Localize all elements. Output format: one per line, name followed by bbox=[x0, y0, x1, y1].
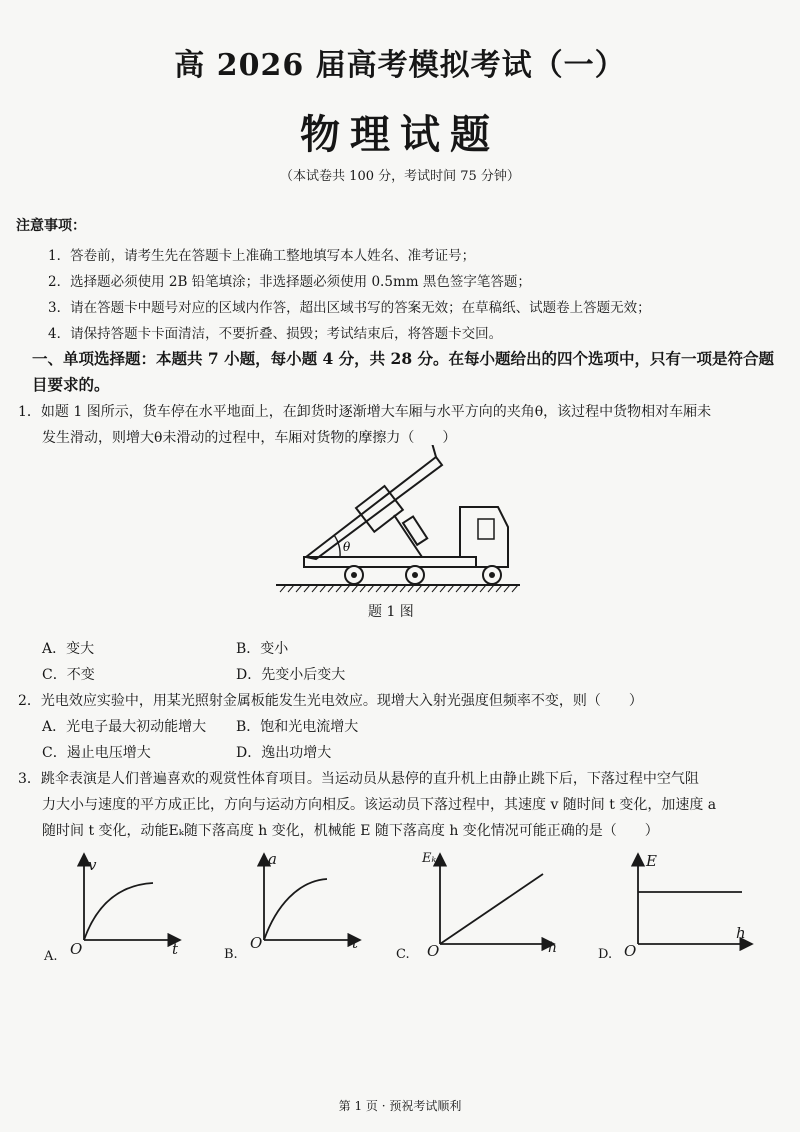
graph-a-y-label: v bbox=[88, 856, 97, 874]
graph-d-option: D. bbox=[598, 947, 613, 962]
note-item: 4．请保持答题卡卡面清洁，不要折叠、损毁；考试结束后，将答题卡交回。 bbox=[48, 326, 503, 342]
hydraulic-cylinder bbox=[403, 516, 427, 544]
notes-heading: 注意事项： bbox=[16, 218, 86, 234]
truck-window bbox=[478, 519, 494, 539]
graph-c-origin: O bbox=[427, 942, 440, 960]
q1-stem-line1: 1．如题 1 图所示，货车停在水平地面上，在卸货时逐渐增大车厢与水平方向的夹角θ，该过程中货物相对车厢未 bbox=[18, 404, 712, 420]
subject-title: 物理试题 bbox=[300, 111, 500, 158]
q2-option-c: C．遏止电压增大 bbox=[42, 745, 151, 761]
graph-c-line bbox=[440, 874, 543, 944]
graph-c-x-label: h bbox=[548, 940, 558, 956]
graph-a bbox=[84, 854, 180, 940]
graph-a-origin: O bbox=[70, 940, 83, 958]
q3-graph-options bbox=[30, 840, 790, 970]
ground-hatch bbox=[280, 585, 518, 592]
note-item: 1．答卷前，请考生先在答题卡上准确工整地填写本人姓名、准考证号； bbox=[48, 248, 476, 264]
truck-tailgate bbox=[432, 445, 436, 457]
graph-b-option: B. bbox=[224, 947, 238, 962]
angle-label: θ bbox=[343, 540, 351, 554]
graph-b-x-label: t bbox=[352, 934, 359, 952]
hydraulic-rod bbox=[394, 515, 422, 557]
q2-option-b: B．饱和光电流增大 bbox=[236, 719, 359, 735]
q1-figure-caption: 题 1 图 bbox=[368, 604, 414, 620]
graph-d-origin: O bbox=[624, 942, 637, 960]
q2-option-a: A．光电子最大初动能增大 bbox=[42, 719, 207, 735]
graph-c bbox=[440, 854, 554, 944]
graph-b-curve bbox=[264, 879, 327, 940]
q3-stem-line3: 随时间 t 变化，动能Eₖ随下落高度 h 变化，机械能 E 随下落高度 h 变化情况可能正确的是（ ） bbox=[42, 823, 659, 839]
graph-a-curve bbox=[84, 883, 153, 940]
q2-stem: 2．光电效应实验中，用某光照射金属板能发生光电效应。现增大入射光强度但频率不变，则（ ） bbox=[18, 693, 643, 709]
q1-option-a: A．变大 bbox=[42, 641, 95, 657]
q3-stem-line2: 力大小与速度的平方成正比，方向与运动方向相反。该运动员下落过程中，其速度 v 随时间 t 变化，加速度 a bbox=[42, 797, 717, 813]
graph-a-x-label: t bbox=[172, 940, 179, 958]
graph-b-y-label: a bbox=[268, 850, 277, 868]
graph-a-option: A. bbox=[44, 949, 58, 964]
truck-chassis bbox=[304, 557, 476, 567]
graph-b-origin: O bbox=[250, 934, 263, 952]
q2-option-d: D．逸出功增大 bbox=[236, 745, 332, 761]
note-item: 3．请在答题卡中题号对应的区域内作答，超出区域书写的答案无效；在草稿纸、试题卷上答题无效； bbox=[48, 300, 651, 316]
q1-option-d: D．先变小后变大 bbox=[236, 667, 346, 683]
q1-option-c: C．不变 bbox=[42, 667, 95, 683]
page-footer: 第 1 页 · 预祝考试顺利 bbox=[338, 1099, 462, 1113]
graph-d-y-label: E bbox=[646, 852, 657, 870]
q1-truck-figure bbox=[270, 445, 530, 605]
note-item: 2．选择题必须使用 2B 铅笔填涂；非选择题必须使用 0.5mm 黑色签字笔答题； bbox=[48, 274, 531, 290]
q1-option-b: B．变小 bbox=[236, 641, 289, 657]
q3-stem-line1: 3．跳伞表演是人们普遍喜欢的观赏性体育项目。当运动员从悬停的直升机上由静止跳下后，下落过程中空气阻 bbox=[18, 771, 699, 787]
section-heading: 一、单项选择题：本题共 7 小题，每小题 4 分，共 28 分。在每小题给出的四个选项中，只有一项是符合题目要求的。 bbox=[32, 349, 775, 394]
graph-c-option: C. bbox=[396, 947, 410, 962]
graph-b bbox=[264, 854, 360, 940]
q1-stem-line2: 发生滑动，则增大θ未滑动的过程中，车厢对货物的摩擦力（ ） bbox=[42, 430, 457, 446]
graph-d-x-label: h bbox=[736, 924, 746, 942]
graph-c-y-label: Eₖ bbox=[422, 851, 437, 866]
truck-bed bbox=[306, 457, 442, 559]
exam-title: 高 2026 届高考模拟考试（一） bbox=[174, 48, 626, 83]
exam-info: （本试卷共 100 分，考试时间 75 分钟） bbox=[280, 169, 520, 184]
